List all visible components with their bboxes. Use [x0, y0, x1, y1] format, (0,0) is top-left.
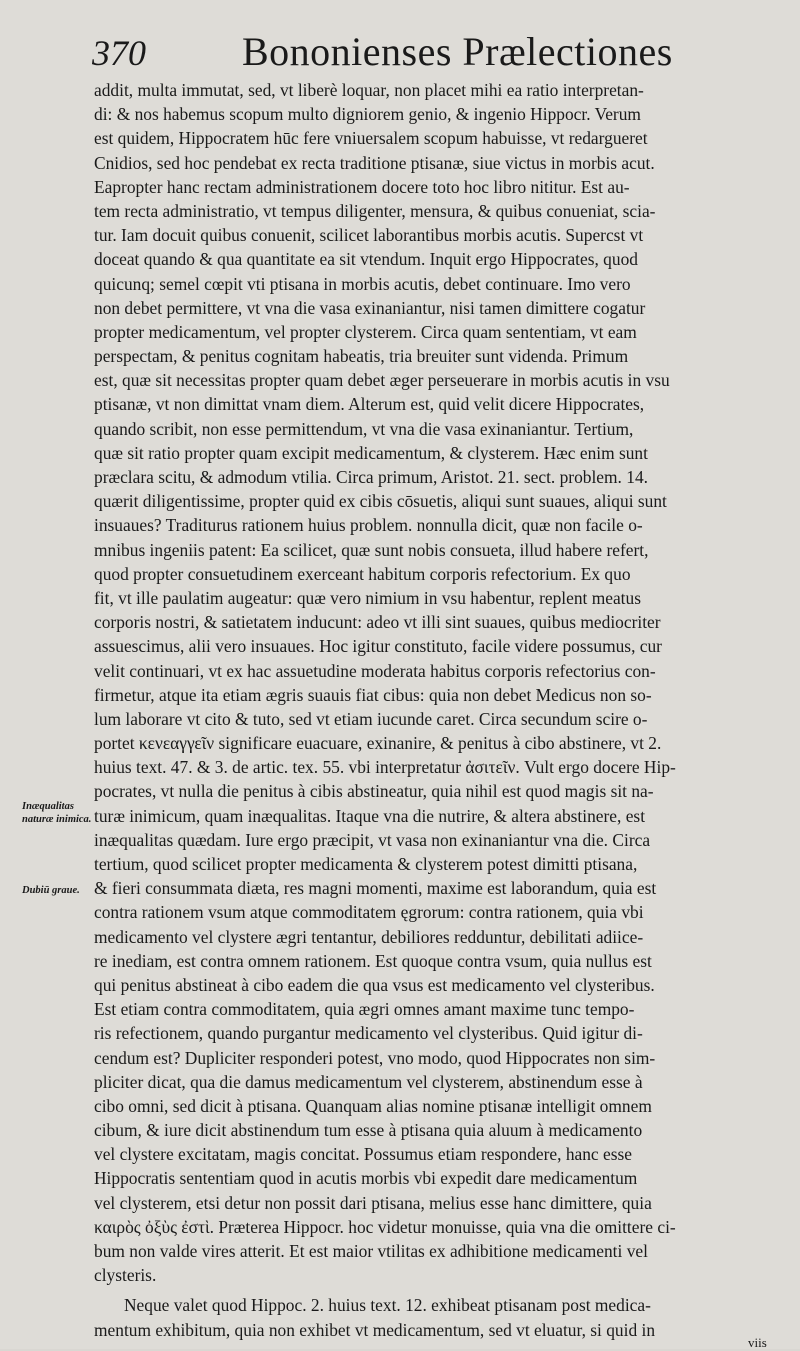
text-line: qui penitus abstineat à cibo eadem die qua vsus est medicamento vel clysteribus. — [94, 974, 655, 995]
text-line: re inediam, est contra omnem rationem. Est quoque contra vsum, quia nullus est — [94, 950, 652, 971]
text-line: di: & nos habemus scopum multo digniorem genio, & ingenio Hippocr. Verum — [94, 104, 641, 125]
page-number: 370 — [92, 33, 146, 73]
text-line: inæqualitas quædam. Iure ergo præcipit, vt vasa non exinaniantur vna die. Circa — [94, 829, 651, 850]
text-line: Est etiam contra commoditatem, quia ægri omnes amant maxime tunc tempo- — [94, 999, 635, 1020]
body-text — [94, 78, 776, 1342]
text-line: velit continuari, vt ex hac assuetudine moderata habitus corporis refectorius con- — [94, 660, 656, 681]
text-line: mnibus ingeniis patent: Ea scilicet, quæ sunt nobis consueta, illud habere refert, — [94, 539, 649, 560]
text-line: quod propter consuetudinem exerceant habitum corporis refectorium. Ex quo — [94, 563, 631, 584]
text-line: fit, vt ille paulatim augeatur: quæ vero nimium in vsu habentur, replent meatus — [94, 587, 641, 608]
text-line: mentum exhibitum, quia non exhibet vt medicamentum, sed vt eluatur, si quid in — [94, 1319, 656, 1340]
text-line: tertium, quod scilicet propter medicamenta & clysterem potest dimitti ptisana, — [94, 854, 638, 874]
text-line: Hippocratis sententiam quod in acutis morbis vbi expedit dare medicamentum — [94, 1168, 638, 1189]
text-line: vel clysterem, etsi detur non possit dari ptisana, melius esse hanc dimittere, quia — [94, 1192, 652, 1213]
text-line: cendum est? Dupliciter responderi potest, vno modo, quod Hippocrates non sim- — [94, 1047, 656, 1068]
text-line: quando scribit, non esse permittendum, vt vna die vasa exinaniantur. Tertium, — [94, 418, 634, 439]
text-line: portet κενεαγγεῖν significare euacuare, exinanire, & penitus à cibo abstinere, vt 2. — [94, 733, 662, 754]
catchword: viis — [748, 1335, 767, 1350]
text-line: præclara scitu, & admodum vtilia. Circa primum, Aristot. 21. sect. problem. 14. — [94, 467, 648, 487]
text-line: cibum, & iure dicit abstinendum tum esse à ptisana quia aluum à medicamento — [94, 1120, 643, 1141]
text-line: Cnidios, sed hoc pendebat ex recta traditione ptisanæ, siue victus in morbis acut. — [94, 152, 655, 173]
text-line: vel clystere excitatam, magis concitat. Possumus etiam respondere, hanc esse — [94, 1144, 632, 1165]
text-line: corporis nostri, & satietatem inducunt: adeo vt illi sint suaues, quibus mediocriter — [94, 612, 661, 633]
text-line: firmetur, atque ita etiam ægris suauis fiat cibus: quia non debet Medicus non so- — [94, 684, 652, 705]
text-line: insuaues? Traditurus rationem huius problem. nonnulla dicit, quæ non facile o- — [94, 515, 643, 536]
text-line: ptisanæ, vt non dimittat vnam diem. Alterum est, quid velit dicere Hippocrates, — [94, 394, 645, 415]
text-line: lum laborare vt cito & tuto, sed vt etiam iucunde caret. Circa secundum scire o- — [94, 708, 648, 729]
text-line: addit, multa immutat, sed, vt liberè loquar, non placet mihi ea ratio interpretan- — [94, 80, 644, 100]
text-line: quicunq; semel cœpit vti ptisana in morbis acutis, debet continuare. Imo vero — [94, 273, 631, 294]
text-line: clysteris. — [94, 1265, 157, 1286]
text-line: assuescimus, alii vero insuaues. Hoc igitur constituto, facile videre possumus, cur — [94, 636, 662, 657]
text-line: ris refectionem, quando purgantur medicamento vel clysteribus. Quid igitur di- — [94, 1023, 643, 1044]
text-line: cibo omni, sed dicit à ptisana. Quanquam alias nomine ptisanæ intelligit omnem — [94, 1095, 652, 1116]
text-line: huius text. 47. & 3. de artic. tex. 55. vbi interpretatur ἀσιτεῖν. Vult ergo docere Hip- — [94, 757, 676, 778]
text-line: καιρὸς ὀξὺς ἐστὶ. Præterea Hippocr. hoc videtur monuisse, quia vna die omittere ci- — [94, 1216, 676, 1237]
text-line: Eapropter hanc rectam administrationem docere toto hoc libro nititur. Est au- — [94, 176, 630, 197]
text-line: medicamento vel clystere ægri tentantur, debiliores redduntur, debilitati adiice- — [94, 926, 644, 947]
text-line: turæ inimicum, quam inæqualitas. Itaque vna die nutrire, & altera abstinere, est — [94, 805, 646, 826]
text-line: propter medicamentum, vel propter clysterem. Circa quam sententiam, vt eam — [94, 321, 637, 342]
text-line: contra rationem vsum atque commoditatem ęgrorum: contra rationem, quia vbi — [94, 902, 644, 923]
text-line: perspectam, & penitus cognitam habeatis, tria breuiter sunt videnda. Primum — [94, 346, 629, 367]
text-line: pliciter dicat, qua die damus medicamentum vel clysterem, abstinendum esse à — [94, 1071, 643, 1092]
marginal-note: Dubiū graue. — [22, 885, 80, 896]
running-head: Bononienses Prælectiones — [242, 29, 673, 74]
text-line: & fieri consummata diæta, res magni momenti, maxime est laborandum, quia est — [94, 878, 657, 899]
text-line: non debet permittere, vt vna die vasa exinaniantur, nisi tamen dimittere cogatur — [94, 297, 646, 318]
text-line: bum non valde vires atterit. Et est maior vtilitas ex adhibitione medicamenti vel — [94, 1241, 648, 1261]
text-line: est quidem, Hippocratem hūc fere vniuersalem scopum habuisse, vt redargueret — [94, 128, 648, 149]
text-line: quæ sit ratio propter quam excipit medicamentum, & clysterem. Hæc enim sunt — [94, 442, 648, 463]
text-line: tur. Iam docuit quibus conuenit, scilicet laborantibus morbis acutis. Supercst vt — [94, 225, 644, 246]
text-line: est, quæ sit necessitas propter quam debet æger perseuerare in morbis acutis in vsu — [94, 370, 670, 391]
text-line: quærit diligentissime, propter quid ex cibis cōsuetis, aliqui sunt suaues, aliqui sunt — [94, 491, 667, 512]
text-line: Neque valet quod Hippoc. 2. huius text. 12. exhibeat ptisanam post medica- — [124, 1295, 651, 1316]
marginal-note: Inæqualitas naturæ inimica. — [22, 801, 92, 825]
page-header — [92, 22, 792, 82]
text-line: tem recta administratio, vt tempus diligenter, mensura, & quibus conueniat, scia- — [94, 200, 656, 221]
text-line: doceat quando & qua quantitate ea sit vtendum. Inquit ergo Hippocrates, quod — [94, 249, 638, 270]
text-line: pocrates, vt nulla die penitus à cibis abstineatur, quia nihil est quod magis sit na- — [94, 781, 654, 802]
